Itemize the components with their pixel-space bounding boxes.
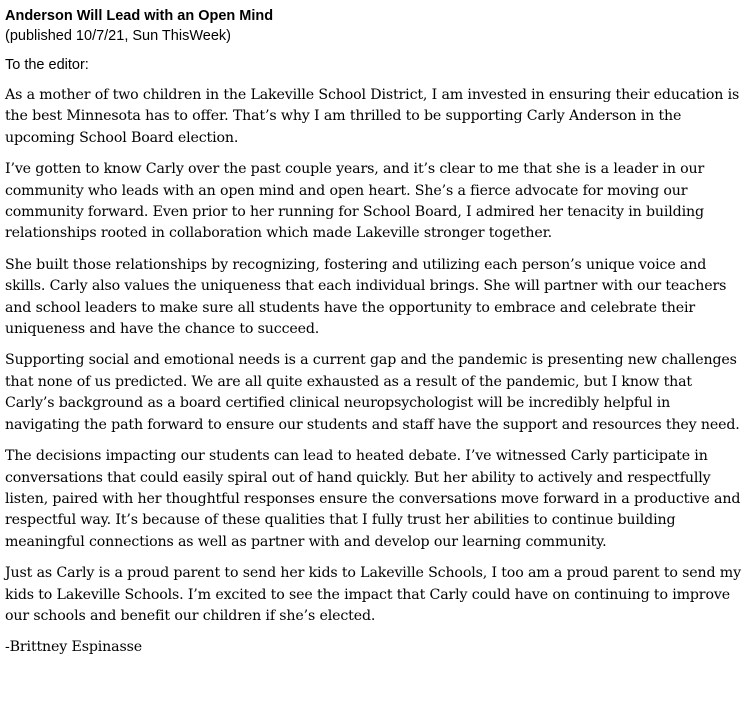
body-paragraph-1: As a mother of two children in the Lakeville School District, I am invested in ensuring their education is the best Minnesota has to offer. That’s why I am thrilled to be supporting Carly Anderson in the upcoming School Board election. [5, 87, 740, 146]
body-paragraph-3: She built those relationships by recognizing, fostering and utilizing each person’s unique voice and skills. Carly also values the uniqueness that each individual brings. She will partner with our teachers and school leaders to make sure all students have the opportunity to embrace and celebrate their uniqueness and have the chance to succeed. [5, 256, 727, 338]
salutation: To the editor: [5, 57, 89, 73]
letter-headline: Anderson Will Lead with an Open Mind [5, 8, 274, 24]
body-paragraph-6: Just as Carly is a proud parent to send her kids to Lakeville Schools, I too am a proud parent to send my kids to Lakeville Schools. I’m excited to see the impact that Carly could have on continuing to improve our schools and benefit our children if she’s elected. [5, 565, 741, 624]
letter-document [5, 6, 745, 659]
publication-info: (published 10/7/21, Sun ThisWeek) [5, 28, 231, 44]
signature: -Brittney Espinasse [5, 639, 142, 656]
body-paragraph-2: I’ve gotten to know Carly over the past couple years, and it’s clear to me that she is a leader in our community who leads with an open mind and open heart. She’s a fierce advocate for moving our community forward. Even prior to her running for School Board, I admired her tenacity in building relationships rooted in collaboration which made Lakeville stronger together. [5, 161, 705, 242]
body-paragraph-4: Supporting social and emotional needs is a current gap and the pandemic is presenting new challenges that none of us predicted. We are all quite exhausted as a result of the pandemic, but I know that Carly’s background as a board certified clinical neuropsychologist will be incredibly helpful in navigating the path forward to ensure our students and staff have the support and resources they need. [5, 352, 740, 433]
body-paragraph-5: The decisions impacting our students can lead to heated debate. I’ve witnessed Carly participate in conversations that could easily spiral out of hand quickly. But her ability to actively and respectfully listen, paired with her thoughtful responses ensure the conversations move forward in a productive and respectful way. It’s because of these qualities that I fully trust her abilities to continue building meaningful connections as well as partner with and develop our learning community. [5, 448, 741, 550]
